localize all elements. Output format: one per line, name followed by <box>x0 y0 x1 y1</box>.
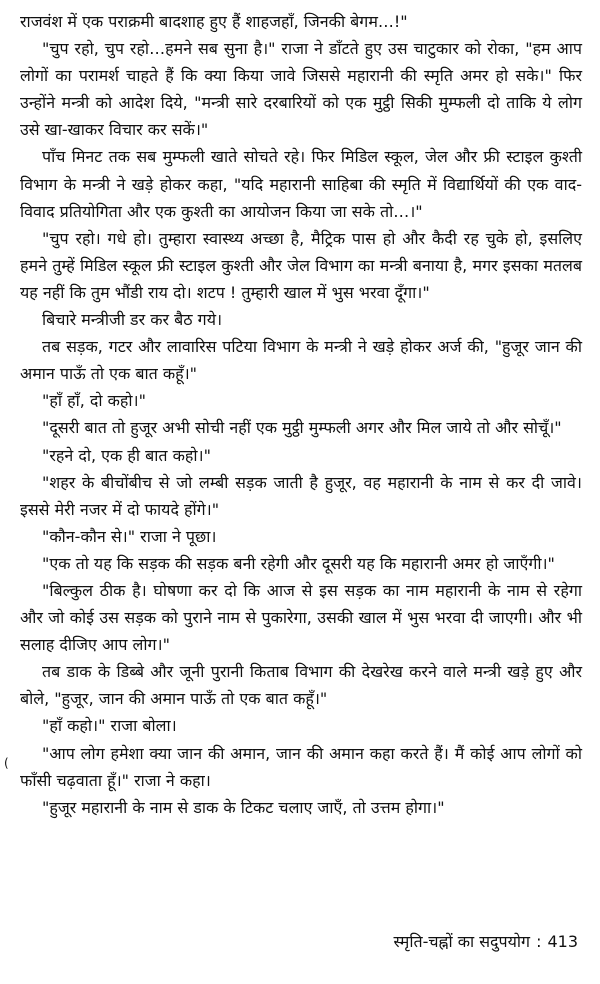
body-text <box>20 8 582 821</box>
paragraph: बिचारे मन्त्रीजी डर कर बैठ गये। <box>42 310 223 330</box>
paragraph: "हाँ कहो।" राजा बोला। <box>42 716 177 736</box>
page-footer <box>394 930 578 954</box>
paragraph: "हुजूर महारानी के नाम से डाक के टिकट चलाए जाएँ, तो उत्तम होगा।" <box>42 797 445 817</box>
paragraph: "आप लोग हमेशा क्या जान की अमान, जान की अमान कहा करते हैं। मैं कोई आप लोगों को फाँसी चढ़वाता हूँ।" राजा ने कहा। <box>20 743 582 790</box>
paragraph: पाँच मिनट तक सब मुम्फली खाते सोचते रहे। फिर मिडिल स्कूल, जेल और फ्री स्टाइल कुश्ती विभाग के मन्त्री ने खड़े होकर कहा, "यदि महारानी साहिबा की स्मृति में विद्यार्थियों की एक वाद-विवाद प्रतियोगिता और एक कुश्ती का आयोजन किया जा सके तो…।" <box>20 147 582 221</box>
paragraph: "चुप रहो, चुप रहो…हमने सब सुना है।" राजा ने डाँटते हुए उस चाटुकार को रोका, "हम आप लोगों का परामर्श चाहते हैं कि क्या किया जावे जिससे महारानी की स्मृति अमर हो सके।" फिर उन्होंने मन्त्री को आदेश दिये, "मन्त्री सारे दरबारियों को एक मुट्ठी सिकी मुम्फली दो ताकि ये लोग उसे खा-खाकर विचार कर सकें।" <box>20 39 582 140</box>
paragraph: "कौन-कौन से।" राजा ने पूछा। <box>42 526 217 546</box>
paragraph: "बिल्कुल ठीक है। घोषणा कर दो कि आज से इस सड़क का नाम महारानी के नाम से रहेगा और जो कोई उस सड़क को पुराने नाम से पुकारेगा, उसकी खाल में भुस भरवा दी जाएगी। और भी सलाह दीजिए आप लोग।" <box>20 580 582 655</box>
paragraph: तब डाक के डिब्बे और जूनी पुरानी किताब विभाग की देखरेख करने वाले मन्त्री खड़े हुए और बोले, "हुजूर, जान की अमान पाऊँ तो एक बात कहूँ।" <box>20 662 582 709</box>
paragraph: तब सड़क, गटर और लावारिस पटिया विभाग के मन्त्री ने खड़े होकर अर्ज की, "हुजूर जान की अमान पाऊँ तो एक बात कहूँ।" <box>20 337 582 384</box>
margin-mark: ( <box>4 756 9 770</box>
paragraph: "दूसरी बात तो हुजूर अभी सोची नहीं एक मुट्ठी मुम्फली अगर और मिल जाये तो और सोचूँ।" <box>42 418 562 438</box>
paragraph: "रहने दो, एक ही बात कहो।" <box>42 445 211 465</box>
paragraph: राजवंश में एक पराक्रमी बादशाह हुए हैं शाहजहाँ, जिनकी बेगम…!" <box>20 12 408 31</box>
footer-separator: : <box>536 932 542 951</box>
page-number: 413 <box>547 932 578 951</box>
paragraph: "चुप रहो। गधे हो। तुम्हारा स्वास्थ्य अच्छा है, मैट्रिक पास हो और कैदी रह चुके हो, इसलिए हमने तुम्हें मिडिल स्कूल फ्री स्टाइल कुश्ती और जेल विभाग का मन्त्री बनाया है, मगर इसका मतलब यह नहीं कि तुम भौंडी राय दो। शटप ! तुम्हारी खाल में भुस भरवा दूँगा।" <box>20 228 582 302</box>
paragraph: "एक तो यह कि सड़क की सड़क बनी रहेगी और दूसरी यह कि महारानी अमर हो जाएँगी।" <box>42 553 555 573</box>
running-title: स्मृति-चह्नों का सदुपयोग <box>393 932 531 951</box>
paragraph: "शहर के बीचोंबीच से जो लम्बी सड़क जाती है हुजूर, वह महारानी के नाम से कर दी जावे। इससे मेरी नजर में दो फायदे होंगे।" <box>20 472 582 519</box>
paragraph: "हाँ हाँ, दो कहो।" <box>42 391 146 411</box>
